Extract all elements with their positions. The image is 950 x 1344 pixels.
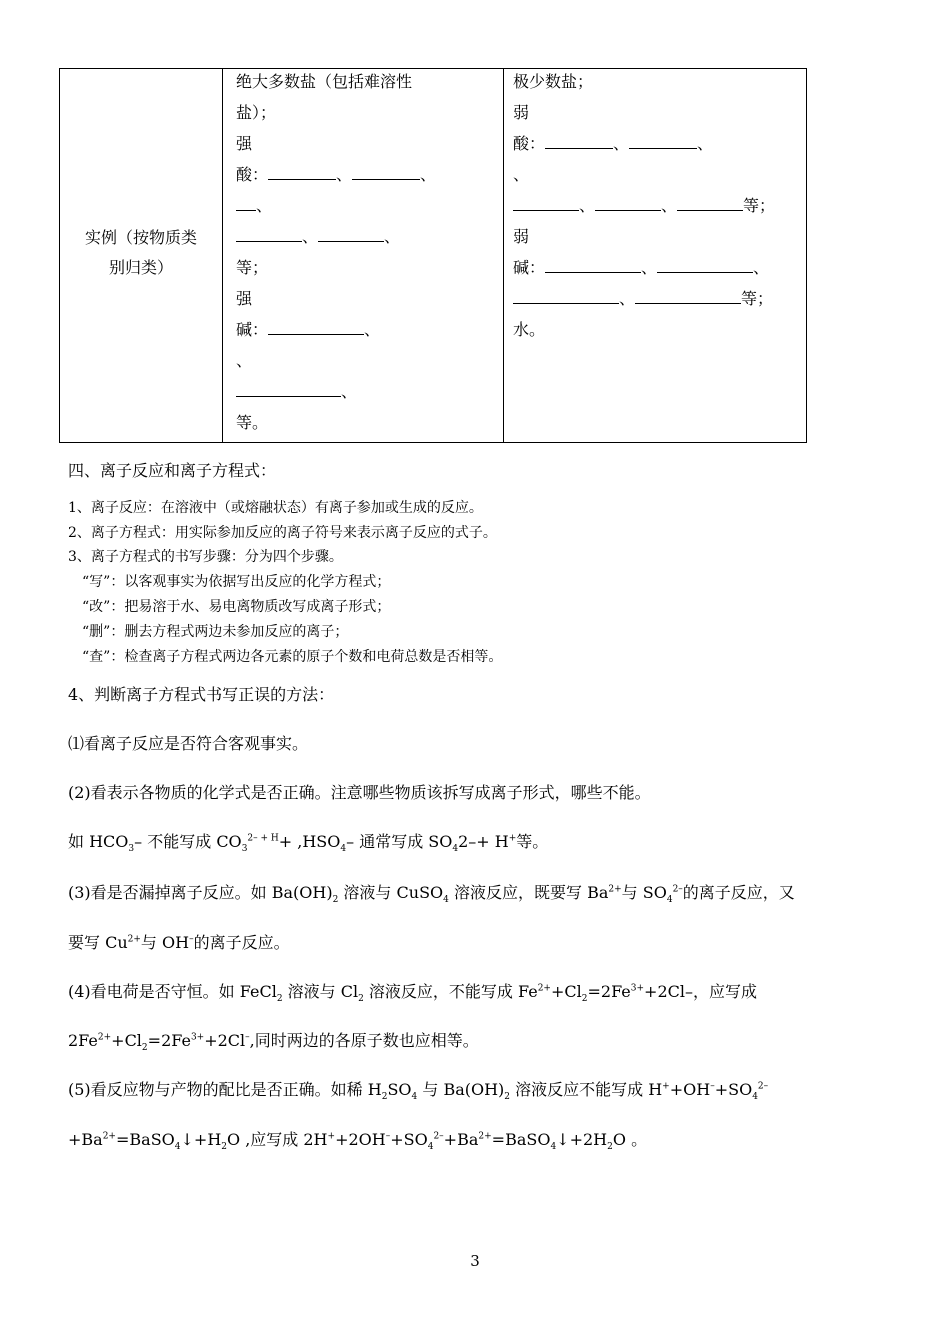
method-5: (5)看反应物与产物的配比是否正确。如稀 $H_2SO_4$ 与 $Ba(OH)_2$ 溶液反应不能写成 $H^++OH^-+SO_4^{2-}$ bbox=[68, 1080, 769, 1103]
step-write: “写”：以客观事实为依据写出反应的化学方程式； bbox=[82, 574, 391, 590]
method-5-cont: $+Ba^{2+}=BaSO_4↓+H_2O$ ,应写成 $2H^++2OH^-+SO_4^{2-}+Ba^{2+}=BaSO_4↓+2H_2O$ 。 bbox=[68, 1130, 648, 1153]
point-4: 4、判断离子方程式书写正误的方法： bbox=[68, 685, 335, 704]
point-3: 3、离子方程式的书写步骤：分为四个步骤。 bbox=[68, 549, 343, 565]
page-number: 3 bbox=[470, 1252, 480, 1270]
strong-electrolyte-cell: 绝大多数盐（包括难溶性 盐）； 强 酸： 、 、 、 、 、 等； 强 碱： 、 、 、 等。 bbox=[236, 72, 437, 432]
method-1: ⑴看离子反应是否符合客观事实。 bbox=[68, 734, 309, 753]
examples-table bbox=[59, 68, 807, 443]
column-divider-1 bbox=[222, 69, 223, 442]
step-delete: “删”：删去方程式两边未参加反应的离子； bbox=[82, 624, 349, 640]
step-check: “查”：检查离子方程式两边各元素的原子个数和电荷总数是否相等。 bbox=[82, 649, 503, 665]
method-3: (3)看是否漏掉离子反应。如 $Ba(OH)_2$ 溶液与 CuSO$_4$ 溶液反应，既要写 $Ba^{2+}$与 $SO_4^{2-}$的离子反应，又 bbox=[68, 883, 795, 906]
step-change: “改”：把易溶于水、易电离物质改写成离子形式； bbox=[82, 599, 391, 615]
method-4-cont: $2Fe^{2+}+Cl_2=2Fe^{3+}+2Cl^-$,同时两边的各原子数也应相等。 bbox=[68, 1031, 479, 1054]
column-divider-2 bbox=[503, 69, 504, 442]
method-4: (4)看电荷是否守恒。如 FeCl$_2$ 溶液与 $Cl_2$ 溶液反应，不能写成 $Fe^{2+}+Cl_2=2Fe^{3+}+2Cl-$，应写成 bbox=[68, 982, 757, 1005]
section-heading: 四、离子反应和离子方程式： bbox=[68, 461, 277, 480]
method-2: (2)看表示各物质的化学式是否正确。注意哪些物质该拆写成离子形式，哪些不能。 bbox=[68, 783, 651, 802]
weak-electrolyte-cell: 极少数盐； 弱 酸： 、 、 、 、 、 等； 弱 碱： 、 、 、 等； 水。 bbox=[513, 72, 776, 339]
method-2-example: 如 $HCO_3-$ 不能写成 $CO_3^{2- + H}+ ,HSO_4-$ 通常写成 $SO_42-+ H^+$等。 bbox=[68, 832, 549, 855]
point-2: 2、离子方程式：用实际参加反应的离子符号来表示离子反应的式子。 bbox=[68, 525, 497, 541]
point-1: 1、离子反应：在溶液中（或熔融状态）有离子参加或生成的反应。 bbox=[68, 500, 483, 516]
method-3-cont: 要写 $Cu^{2+}$与 OH–的离子反应。 bbox=[68, 933, 290, 952]
row-label: 实例（按物质类 别归类） bbox=[84, 228, 197, 277]
